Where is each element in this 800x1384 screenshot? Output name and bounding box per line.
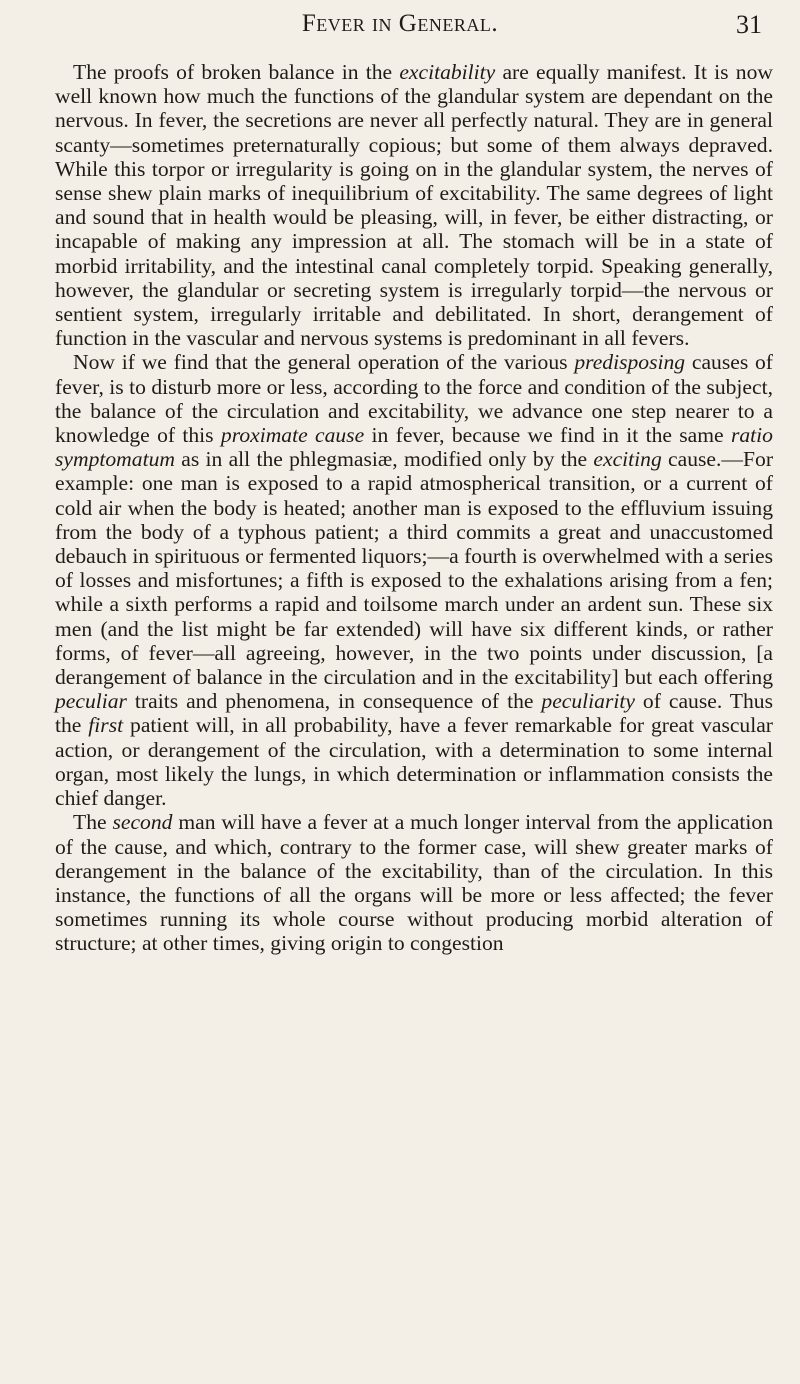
italic-text: peculiarity — [541, 689, 635, 714]
running-title: Fever in General. — [301, 10, 499, 37]
italic-text: peculiar — [55, 689, 127, 714]
body-text — [55, 60, 773, 956]
italic-text: predisposing — [574, 350, 686, 375]
paragraph-3 — [55, 810, 773, 955]
italic-text: proximate cause — [220, 423, 365, 448]
italic-text: exciting — [593, 447, 662, 472]
italic-text: ratio symptomatum — [55, 423, 773, 472]
text-run: Now if we find that the general operation of the various — [73, 350, 575, 375]
text-run: traits and phenomena, in consequence of the — [126, 689, 542, 714]
page-number: 31 — [736, 10, 762, 39]
text-run: as in all the phlegmasiæ, modified only by the — [174, 447, 594, 472]
text-run: The — [73, 810, 113, 835]
text-run: cause.—For example: one man is exposed to a rapid atmospherical transition, or a current of cold air when the body is heated; another man is exposed to the effluvium issuing from the body of a typhous patient; a third commits a great and unaccustomed debauch in spirituous or fermented liquors;—a fourth is overwhelmed with a series of losses and misfortunes; a fifth is exposed to the exhalations arising from a fen; while a sixth performs a rapid and toilsome march under an ardent sun. These six men (and the list might be far extended) will have six different kinds, or rather forms, of fever—all agreeing, however, in the two points under discussion, [a derangement of balance in the circulation and in the excitability] but each offering — [55, 447, 774, 690]
paragraph-1 — [55, 60, 773, 350]
paragraph-2 — [55, 350, 773, 810]
text-run: are equally manifest. It is now well known how much the functions of the glandular system are dependant on the nervous. In fever, the secretions are never all perfectly natural. They are in general scanty—sometimes preternaturally copious; but some of them always depraved. While this torpor or irregularity is going on in the glandular system, the nerves of sense shew plain marks of inequilibrium of excitability. The same degrees of light and sound that in health would be pleasing, will, in fever, be either distracting, or incapable of making any impression at all. The stomach will be in a state of morbid irritability, and the intestinal canal completely torpid. Speaking generally, however, the glandular or secreting system is irregularly torpid—the nervous or sentient system, irregularly irritable and debilitated. In short, derangement of function in the vascular and nervous systems is predominant in all fevers. — [55, 60, 773, 351]
italic-text: second — [112, 810, 173, 835]
italic-text: first — [88, 713, 124, 738]
text-run: man will have a fever at a much longer interval from the application of the cause, and which, contrary to the former case, will shew greater marks of derangement in the balance of the excitability, than of the circulation. In this instance, the functions of all the organs will be more or less affected; the fever sometimes running its whole course without producing morbid alteration of structure; at other times, giving origin to congestion — [55, 810, 773, 956]
text-run: causes of fever, is to disturb more or less, according to the force and condition of the subject, the balance of the circulation and excitability, we advance one step nearer to a knowledge of this — [55, 350, 773, 448]
text-run: in fever, because we find in it the same — [364, 423, 731, 448]
italic-text: excitability — [399, 60, 496, 84]
text-run: patient will, in all probability, have a fever remarkable for great vascular action, or derangement of the circulation, with a determination to some internal organ, most likely the lungs, in which determination or inflammation consists the chief danger. — [55, 713, 773, 811]
text-run: The proofs of broken balance in the — [73, 60, 400, 84]
text-run: of cause. Thus the — [55, 689, 773, 738]
running-head — [0, 10, 800, 46]
